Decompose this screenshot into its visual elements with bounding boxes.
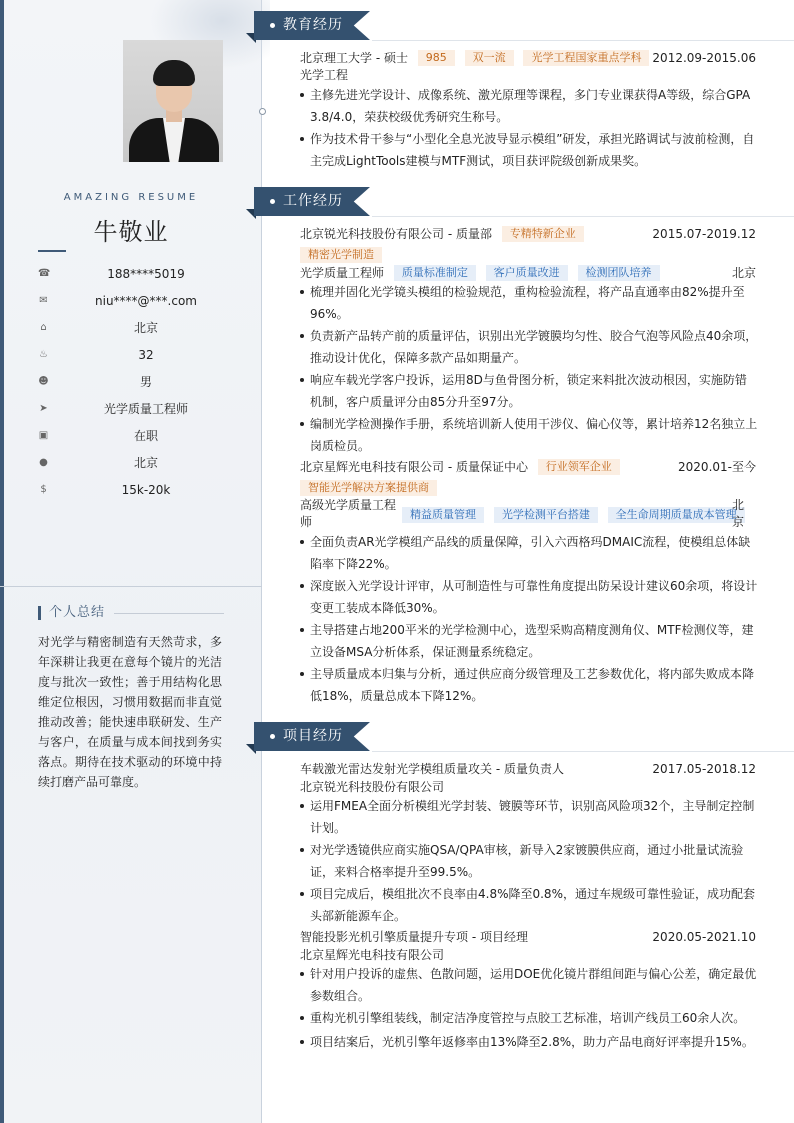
section-tab-dot	[270, 199, 275, 204]
work-role-tag: 检测团队培养	[578, 265, 660, 281]
project-bullet: 项目完成后，模组批次不良率由4.8%降至0.8%，通过车规级可靠性验证，成功配套头部新能源车企。	[300, 883, 758, 927]
briefcase-icon: ▣	[38, 430, 49, 441]
education-tag: 双一流	[465, 50, 514, 66]
work-bullet: 深度嵌入光学设计评审，从可制造性与可靠性角度提出防呆设计建议60余项，将设计变更工装成本降低30%。	[300, 575, 758, 619]
project-bullet: 针对用户投诉的虚焦、色散问题，运用DOE优化镜片群组间距与偏心公差，确定最优参数组合。	[300, 963, 758, 1007]
work-role-tag: 全生命周期质量成本管理	[608, 507, 745, 523]
work-date: 2015.07-2019.12	[652, 227, 756, 241]
project-title: 智能投影光机引擎质量提升专项 - 项目经理	[300, 930, 528, 944]
work-city: 北京	[732, 498, 745, 529]
info-location	[38, 455, 238, 471]
section-project	[254, 722, 372, 751]
gender-icon: ☻	[38, 376, 49, 387]
info-gender-text: 男	[139, 375, 152, 389]
salary-icon: $	[40, 484, 47, 495]
work-bullet: 编制光学检测操作手册，系统培训新人使用干涉仪、偏心仪等，累计培养12名独立上岗质检员。	[300, 413, 758, 457]
location-icon: ●	[39, 457, 48, 468]
candidate-name: 牛敬业	[93, 218, 169, 246]
project-title-line	[300, 760, 756, 778]
send-icon: ➤	[39, 403, 48, 414]
work-company-tag: 专精特新企业	[502, 226, 584, 242]
summary-heading-line	[114, 613, 224, 614]
work-bullet: 主导质量成本归集与分析，通过供应商分级管理及工艺参数优化，将内部失败成本降低18%，质量总成本下降12%。	[300, 663, 758, 707]
work-role: 高级光学质量工程师	[300, 498, 397, 529]
project-title: 车载激光雷达发射光学模组质量攻关 - 质量负责人	[300, 762, 564, 776]
education-major: 光学工程	[300, 68, 349, 82]
summary-text: 对光学与精密制造有天然苛求，多年深耕让我更在意每个镜片的光洁度与批次一致性；善于用结构化思维定位根因，习惯用数据而非直觉推动改善；能快速串联研发、生产与客户，在质量与成本间找到务实落点。期待在技术驱动的环境中持续打磨产品可靠度。	[38, 635, 222, 789]
work-date: 2020.01-至今	[678, 460, 756, 474]
section-education	[254, 11, 372, 40]
info-salary	[38, 482, 238, 498]
section-education-title: 教育经历	[283, 17, 343, 33]
info-position-text: 光学质量工程师	[103, 402, 188, 416]
work-company-tags-line	[300, 246, 756, 264]
work-company: 北京锐光科技股份有限公司 - 质量部	[300, 227, 492, 241]
timeline-dot	[259, 108, 266, 115]
education-school: 北京理工大学 - 硕士	[300, 51, 408, 65]
info-age-text: 32	[138, 348, 154, 362]
project-bullet: 运用FMEA全面分析模组光学封装、镀膜等环节，识别高风险项32个，主导制定控制计划。	[300, 795, 758, 839]
summary-heading-bar	[38, 606, 41, 620]
cake-icon: ♨	[39, 349, 48, 360]
section-work-rule	[372, 216, 794, 217]
work-role-line	[300, 264, 756, 282]
summary-heading	[38, 604, 228, 622]
work-bullet: 响应车载光学客户投诉，运用8D与鱼骨图分析，锁定来料批次波动根因，实施防错机制，客户质量评分由85分升至97分。	[300, 369, 758, 413]
section-project-rule	[372, 751, 794, 752]
project-bullet: 重构光机引擎组装线，制定洁净度管控与点胶工艺标准，培训产线员工60余人次。	[300, 1007, 758, 1029]
section-tab-dot	[270, 734, 275, 739]
info-location-text: 北京	[133, 456, 158, 470]
education-school-line	[300, 49, 756, 67]
mail-icon: ✉	[39, 295, 48, 306]
info-position	[38, 401, 238, 417]
work-role: 光学质量工程师	[300, 266, 385, 280]
info-email	[38, 293, 238, 309]
project-date: 2017.05-2018.12	[652, 762, 756, 776]
summary-title: 个人总结	[49, 605, 106, 620]
info-status	[38, 428, 238, 444]
section-work-title: 工作经历	[283, 193, 343, 209]
work-bullet: 全面负责AR光学模组产品线的质量保障，引入六西格玛DMAIC流程，使模组总体缺陷率下降22%。	[300, 531, 758, 575]
resume-label: AMAZING RESUME	[63, 192, 199, 203]
work-company-line	[300, 225, 756, 243]
sidebar	[0, 0, 262, 1123]
info-age	[38, 347, 238, 363]
work-role-tag: 光学检测平台搭建	[494, 507, 598, 523]
work-bullet: 主导搭建占地200平米的光学检测中心，选型采购高精度测角仪、MTF检测仪等，建立设备MSA分析体系，保证测量系统稳定。	[300, 619, 758, 663]
work-company-tag: 智能光学解决方案提供商	[300, 480, 437, 496]
sidebar-accent-stripe	[0, 0, 4, 1123]
work-bullet: 梳理并固化光学镜头模组的检验规范，重构检验流程，将产品直通率由82%提升至96%。	[300, 281, 758, 325]
section-work	[254, 187, 372, 216]
project-bullet: 项目结案后，光机引擎年返修率由13%降至2.8%，助力产品电商好评率提升15%。	[300, 1031, 758, 1053]
phone-icon: ☎	[38, 268, 51, 279]
info-status-text: 在职	[133, 429, 158, 443]
info-salary-text: 15k-20k	[121, 483, 171, 497]
education-date: 2012.09-2015.06	[652, 51, 756, 65]
avatar-hair	[153, 60, 195, 86]
work-bullet: 负责新产品转产前的质量评估，识别出光学镀膜均匀性、胶合气泡等风险点40余项，推动设计优化，保障多款产品如期量产。	[300, 325, 758, 369]
info-home	[38, 320, 238, 336]
home-icon: ⌂	[40, 322, 47, 333]
work-company-tag: 精密光学制造	[300, 247, 382, 263]
project-company: 北京锐光科技股份有限公司	[300, 780, 445, 794]
work-role-tag: 精益质量管理	[402, 507, 484, 523]
work-role-tag: 质量标准制定	[394, 265, 476, 281]
section-project-title: 项目经历	[283, 728, 343, 744]
work-company-tag: 行业领军企业	[538, 459, 620, 475]
work-city: 北京	[731, 266, 756, 280]
project-title-line	[300, 928, 756, 946]
info-phone-text: 188****5019	[107, 267, 185, 281]
section-education-rule	[372, 40, 794, 41]
project-company: 北京星辉光电科技有限公司	[300, 948, 445, 962]
work-company-tags-line	[300, 479, 756, 497]
avatar	[123, 40, 223, 162]
education-bullet: 主修先进光学设计、成像系统、激光原理等课程，多门专业课获得A等级，综合GPA 3.8/4.0，荣获校级优秀研究生称号。	[300, 84, 758, 128]
info-phone	[38, 266, 238, 282]
info-gender	[38, 374, 238, 390]
name-underline	[38, 250, 66, 252]
info-email-text: niu****@***.com	[95, 294, 197, 308]
work-company: 北京星辉光电科技有限公司 - 质量保证中心	[300, 460, 528, 474]
work-company-line	[300, 458, 756, 476]
sidebar-divider	[0, 586, 262, 587]
education-tag: 985	[418, 50, 455, 66]
work-role-tag: 客户质量改进	[486, 265, 568, 281]
section-tab-dot	[270, 23, 275, 28]
work-role-tags	[396, 506, 745, 524]
info-home-text: 北京	[133, 321, 158, 335]
project-bullet: 对光学透镜供应商实施QSA/QPA审核，新导入2家镀膜供应商，通过小批量试流验证，来料合格率提升至99.5%。	[300, 839, 758, 883]
project-date: 2020.05-2021.10	[652, 930, 756, 944]
education-tag: 光学工程国家重点学科	[523, 50, 649, 66]
education-bullet: 作为技术骨干参与“小型化全息光波导显示模组”研发，承担光路调试与波前检测，自主完成LightTools建模与MTF测试，项目获评院级创新成果奖。	[300, 128, 758, 172]
